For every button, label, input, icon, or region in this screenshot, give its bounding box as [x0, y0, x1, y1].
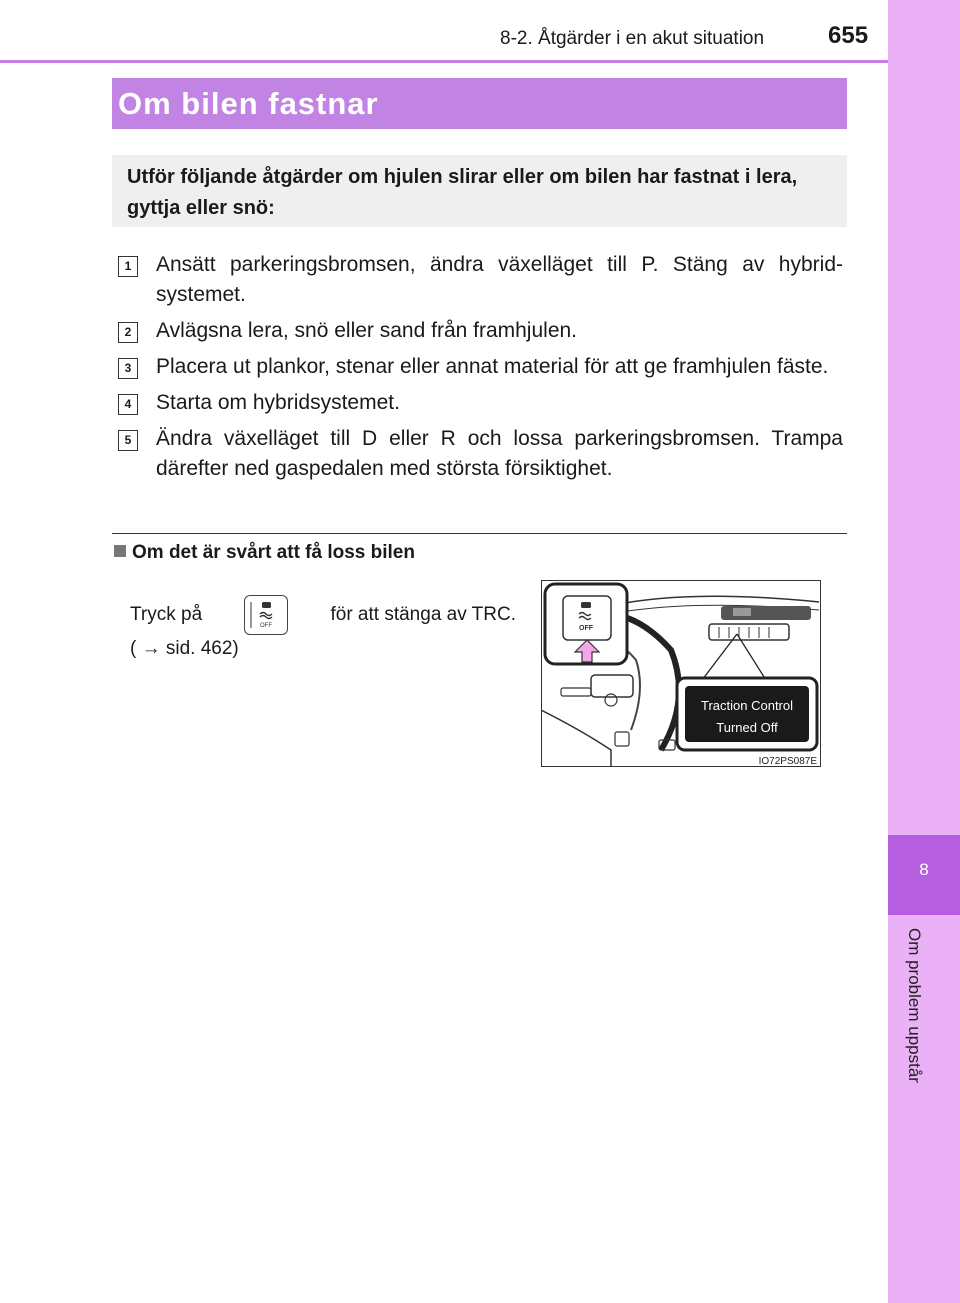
trc-instruction [130, 598, 516, 666]
step-item [118, 250, 843, 310]
instruction-text-before: Tryck på [130, 604, 203, 625]
step-item [118, 352, 843, 382]
trc-off-button-icon [244, 595, 288, 635]
step-list [118, 250, 843, 490]
display-message-line1: Traction Control [701, 698, 793, 713]
header-rule [0, 60, 888, 63]
subsection-heading [114, 542, 415, 564]
square-bullet-icon [114, 545, 126, 557]
intro-box [112, 155, 847, 227]
step-text: Ansätt parkeringsbromsen, ändra växelläget till P. Stäng av hybrid-systemet. [156, 253, 843, 306]
section-title: Om bilen fastnar [118, 86, 379, 121]
step-number-badge: 3 [118, 358, 138, 379]
trc-off-button-label: OFF [260, 623, 273, 629]
trc-illustration [541, 580, 821, 767]
section-divider [112, 533, 847, 534]
chapter-number-tab[interactable]: 8 [888, 835, 960, 915]
step-number-badge: 4 [118, 394, 138, 415]
step-text: Placera ut plankor, stenar eller annat material för att ge framhjulen fäste. [156, 355, 829, 378]
header-section-title: 8-2. Åtgärder i en akut situation [500, 28, 765, 49]
step-number-badge: 2 [118, 322, 138, 343]
step-item [118, 424, 843, 484]
step-text: Ändra växelläget till D eller R och lossa parkeringsbromsen. Trampa därefter ned gaspedalen med största försiktighet. [156, 427, 843, 480]
page-number: 655 [828, 22, 869, 49]
figure-off-button-label: OFF [579, 625, 593, 632]
figure-image-code: IO72PS087E [758, 756, 817, 767]
display-message-line2: Turned Off [716, 720, 778, 735]
step-text: Avlägsna lera, snö eller sand från framhjulen. [156, 319, 578, 342]
intro-text: Utför följande åtgärder om hjulen slirar eller om bilen har fastnat i lera, gyttja eller snö: [127, 166, 798, 219]
step-item [118, 316, 843, 346]
step-number-badge: 1 [118, 256, 138, 277]
instruction-text-after: för att stänga av TRC. [330, 604, 516, 625]
chapter-side-tab [888, 0, 960, 1303]
step-number-badge: 5 [118, 430, 138, 451]
step-item [118, 388, 843, 418]
section-title-bar [112, 78, 847, 129]
subsection-heading-text: Om det är svårt att få loss bilen [132, 542, 415, 563]
step-text: Starta om hybridsystemet. [156, 391, 400, 414]
page-reference-link[interactable]: ( → sid. 462) [130, 638, 239, 659]
chapter-title-vertical: Om problem uppstår [905, 928, 924, 1083]
